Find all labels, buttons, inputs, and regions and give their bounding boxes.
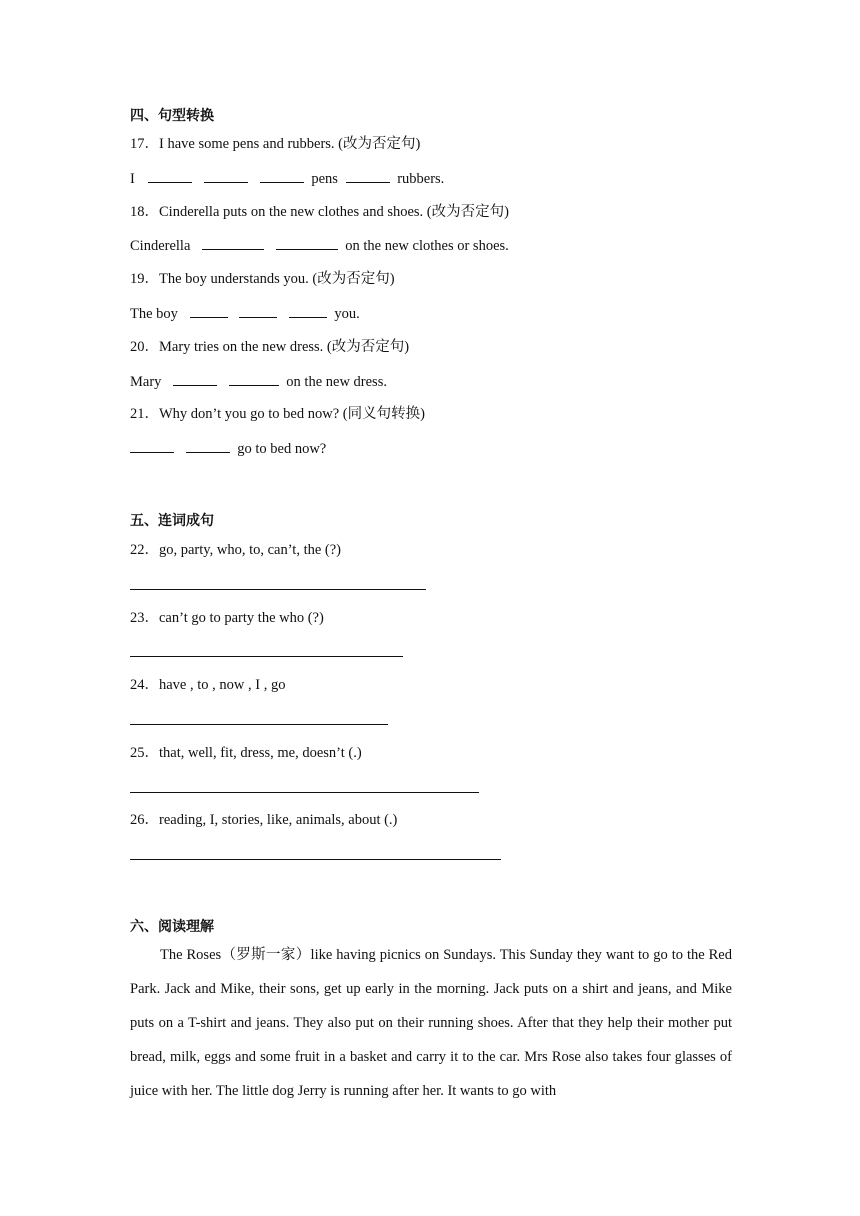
answer-text: rubbers. xyxy=(397,171,445,187)
question-25-answer-line[interactable] xyxy=(130,792,479,793)
answer-text: Mary xyxy=(130,374,162,390)
question-24-prompt: 24．have , to , now , I , go xyxy=(130,677,286,693)
question-23-prompt: 23．can’t go to party the who (?) xyxy=(130,610,324,626)
question-22-prompt: 22．go, party, who, to, can’t, the (?) xyxy=(130,542,342,558)
answer-text: you. xyxy=(334,306,360,322)
answer-blank[interactable] xyxy=(204,168,248,183)
section-5-title: 五、连词成句 xyxy=(130,513,214,529)
answer-blank[interactable] xyxy=(148,168,192,183)
question-25-prompt: 25．that, well, fit, dress, me, doesn’t (.) xyxy=(130,745,362,761)
answer-blank[interactable] xyxy=(289,303,327,318)
answer-text: on the new dress. xyxy=(286,374,387,390)
answer-blank[interactable] xyxy=(130,438,174,453)
answer-blank[interactable] xyxy=(239,303,277,318)
question-17-prompt: 17．I have some pens and rubbers. (改为否定句) xyxy=(130,136,421,152)
section-4-title: 四、句型转换 xyxy=(130,108,214,124)
answer-text: Cinderella xyxy=(130,238,191,254)
question-21-prompt: 21．Why don’t you go to bed now? (同义句转换) xyxy=(130,406,425,422)
section-6-title: 六、阅读理解 xyxy=(130,919,214,935)
reading-passage: The Roses（罗斯一家）like having picnics on Sundays. This Sunday they want to go to the Red Park. Jack and Mike, their sons, get up early in the morning. Jack puts on a shirt and jeans, and Mike puts on a T-shirt and jeans. They also put on their running shoes. After that they help their mother put bread, milk, eggs and some fruit in a basket and carry it to the car. Mrs Rose also takes four glasses of juice with her. The little dog Jerry is running after her. It wants to go with xyxy=(130,947,732,1099)
answer-text: pens xyxy=(311,171,338,187)
question-21-answer-line xyxy=(130,438,326,459)
question-18-prompt: 18．Cinderella puts on the new clothes and shoes. (改为否定句) xyxy=(130,204,509,220)
answer-text: go to bed now? xyxy=(237,441,327,457)
question-20-answer-line xyxy=(130,371,387,392)
answer-blank[interactable] xyxy=(229,371,279,386)
answer-blank[interactable] xyxy=(276,235,338,250)
question-22-answer-line[interactable] xyxy=(130,589,426,590)
question-26-prompt: 26．reading, I, stories, like, animals, about (.) xyxy=(130,812,398,828)
answer-blank[interactable] xyxy=(186,438,230,453)
answer-text: I xyxy=(130,171,135,187)
answer-blank[interactable] xyxy=(346,168,390,183)
question-20-prompt: 20．Mary tries on the new dress. (改为否定句) xyxy=(130,339,410,355)
answer-blank[interactable] xyxy=(190,303,228,318)
question-24-answer-line[interactable] xyxy=(130,724,388,725)
answer-blank[interactable] xyxy=(173,371,217,386)
answer-text: on the new clothes or shoes. xyxy=(345,238,509,254)
question-19-prompt: 19．The boy understands you. (改为否定句) xyxy=(130,271,395,287)
answer-blank[interactable] xyxy=(260,168,304,183)
question-18-answer-line xyxy=(130,235,509,256)
question-26-answer-line[interactable] xyxy=(130,859,501,860)
question-19-answer-line xyxy=(130,303,360,324)
answer-blank[interactable] xyxy=(202,235,264,250)
question-23-answer-line[interactable] xyxy=(130,656,403,657)
question-17-answer-line xyxy=(130,168,444,189)
answer-text: The boy xyxy=(130,306,178,322)
